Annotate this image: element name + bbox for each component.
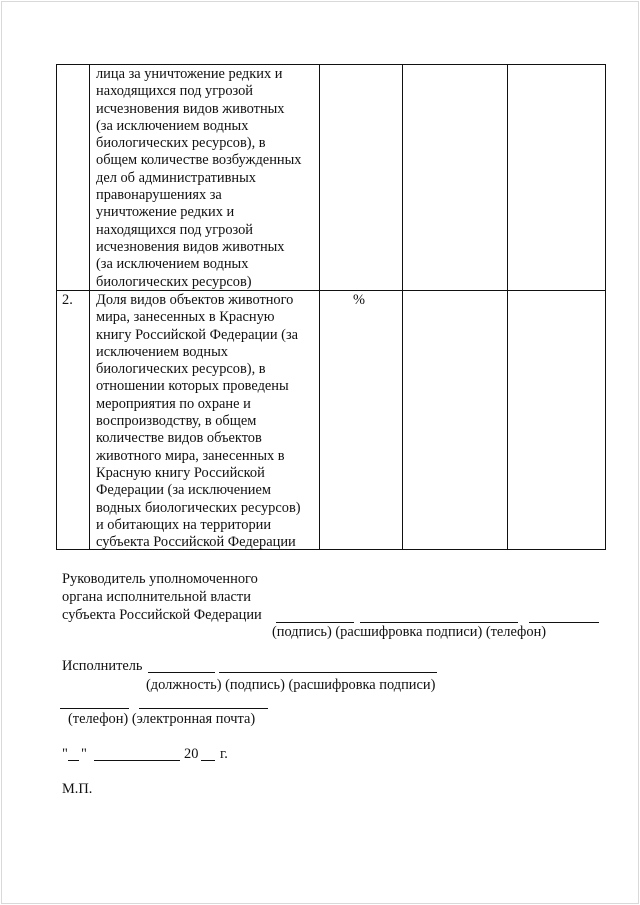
executor-email-line — [139, 708, 268, 709]
text-line: книгу Российской Федерации (за — [96, 326, 299, 343]
text-line: дел об административных — [96, 169, 256, 186]
text-line: (за исключением водных — [96, 256, 249, 273]
table-border-right — [605, 64, 606, 550]
text-line: общем количестве возбужденных — [96, 152, 302, 169]
text-line: отношении которых проведены — [96, 378, 289, 395]
table-divider-3 — [402, 64, 403, 550]
text-line: водных биологических ресурсов) — [96, 499, 301, 516]
text-line: животного мира, занесенных в — [96, 447, 285, 464]
text-line: (за исключением водных — [96, 117, 249, 134]
date-quote-close: " — [81, 746, 87, 762]
text-line: биологических ресурсов), в — [96, 361, 266, 378]
text-line: Доля видов объектов животного — [96, 292, 294, 308]
text-line: уничтожение редких и — [96, 204, 235, 221]
text-line: исчезновения видов животных — [96, 238, 285, 255]
executor-position-line — [148, 672, 215, 673]
table-row-2-unit: % — [353, 292, 365, 308]
text-line: находящихся под угрозой — [96, 83, 254, 100]
date-suffix: г. — [220, 746, 228, 762]
table-divider-1 — [89, 64, 90, 550]
text-line: мероприятия по охране и — [96, 395, 251, 412]
head-title-line-1: Руководитель уполномоченного — [62, 571, 258, 587]
text-line: количестве видов объектов — [96, 430, 262, 447]
text-line: субъекта Российской Федерации — [96, 534, 296, 551]
text-line: находящихся под угрозой — [96, 221, 254, 238]
stamp-place: М.П. — [62, 781, 93, 797]
text-line: биологических ресурсов) — [96, 273, 252, 290]
head-name-line — [360, 622, 518, 623]
date-day-line — [68, 760, 79, 761]
table-divider-2 — [319, 64, 320, 550]
head-title-line-2: органа исполнительной власти — [62, 589, 251, 605]
text-line: Федерации (за исключением — [96, 482, 272, 499]
date-quote-open: " — [62, 746, 68, 762]
table-divider-4 — [507, 64, 508, 550]
table-row-2-number: 2. — [62, 292, 73, 308]
indicators-table — [56, 64, 606, 550]
date-month-line — [94, 760, 180, 761]
date-year-line — [201, 760, 215, 761]
text-line: воспроизводству, в общем — [96, 413, 257, 430]
text-line: биологических ресурсов), в — [96, 135, 266, 152]
text-line: исключением водных — [96, 343, 228, 360]
table-border-left — [56, 64, 57, 550]
date-year-prefix: 20 — [184, 746, 199, 762]
executor-caption: (должность) (подпись) (расшифровка подписи) — [146, 677, 436, 693]
table-row-1-text — [96, 66, 301, 291]
table-row-2-text — [96, 292, 301, 551]
executor-signature-line — [219, 672, 437, 673]
executor-label: Исполнитель — [62, 658, 143, 674]
executor-phone-line — [60, 708, 129, 709]
text-line: Красную книгу Российской — [96, 464, 265, 481]
head-signature-line — [276, 622, 354, 623]
head-phone-line — [529, 622, 599, 623]
text-line: исчезновения видов животных — [96, 100, 285, 117]
head-title-line-3: субъекта Российской Федерации — [62, 607, 262, 623]
text-line: лица за уничтожение редких и — [96, 66, 283, 82]
head-caption: (подпись) (расшифровка подписи) (телефон) — [272, 624, 547, 640]
text-line: и обитающих на территории — [96, 516, 272, 533]
table-border-top — [56, 64, 606, 65]
text-line: мира, занесенных в Красную — [96, 309, 275, 326]
text-line: правонарушениях за — [96, 187, 222, 204]
contact-caption: (телефон) (электронная почта) — [68, 711, 256, 727]
